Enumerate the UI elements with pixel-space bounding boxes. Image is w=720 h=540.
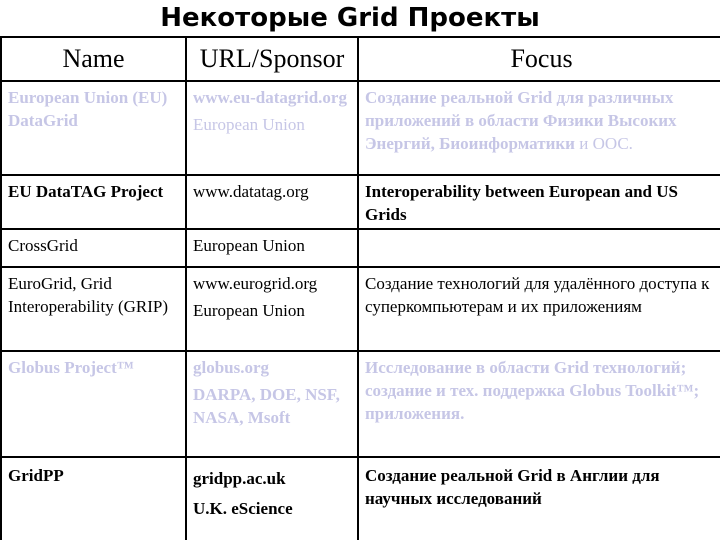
header-focus: Focus <box>358 37 720 81</box>
table-row <box>1 81 720 175</box>
cell-name: Globus Project™ <box>1 351 186 457</box>
cell-url-sponsor <box>186 267 358 351</box>
project-sponsor: European Union <box>193 236 305 255</box>
cell-url-sponsor <box>186 175 358 229</box>
cell-focus: Interoperability between European and US Grids <box>358 175 720 229</box>
project-url: www.datatag.org <box>193 182 309 201</box>
project-sponsor: European Union <box>193 115 305 134</box>
cell-focus <box>358 229 720 267</box>
project-url: globus.org <box>193 358 270 377</box>
project-sponsor: U.K. eScience <box>193 499 293 518</box>
table-row <box>1 457 720 540</box>
grid-projects-table <box>0 36 720 540</box>
focus-text-tail: и ООС. <box>574 134 633 153</box>
cell-focus: Исследование в области Grid технологий; создание и тех. поддержка Globus Toolkit™; приложения. <box>358 351 720 457</box>
header-url-sponsor: URL/Sponsor <box>186 37 358 81</box>
header-name: Name <box>1 37 186 81</box>
cell-focus: Создание технологий для удалённого доступа к суперкомпьютерам и их приложениям <box>358 267 720 351</box>
table-row <box>1 267 720 351</box>
cell-url-sponsor <box>186 351 358 457</box>
cell-url-sponsor <box>186 229 358 267</box>
cell-name: GridPP <box>1 457 186 540</box>
cell-name: EU DataTAG Project <box>1 175 186 229</box>
project-url: www.eu-datagrid.org <box>193 88 347 107</box>
cell-name: CrossGrid <box>1 229 186 267</box>
cell-name: European Union (EU) DataGrid <box>1 81 186 175</box>
header-row <box>1 37 720 81</box>
table-row <box>1 351 720 457</box>
project-sponsor: DARPA, DOE, NSF, NASA, Msoft <box>193 385 340 427</box>
project-sponsor: European Union <box>193 301 305 320</box>
table-row <box>1 175 720 229</box>
cell-focus <box>358 81 720 175</box>
project-url: www.eurogrid.org <box>193 274 318 293</box>
table-row <box>1 229 720 267</box>
cell-url-sponsor <box>186 457 358 540</box>
cell-focus: Создание реальной Grid в Англии для научных исследований <box>358 457 720 540</box>
project-url: gridpp.ac.uk <box>193 469 286 488</box>
page-title: Некоторые Grid Проекты <box>160 3 540 33</box>
cell-name: EuroGrid, Grid Interoperability (GRIP) <box>1 267 186 351</box>
cell-url-sponsor <box>186 81 358 175</box>
focus-text: Создание реальной Grid для различных приложений в области Физики Высоких Энергий, Биоинформатики <box>365 88 677 153</box>
